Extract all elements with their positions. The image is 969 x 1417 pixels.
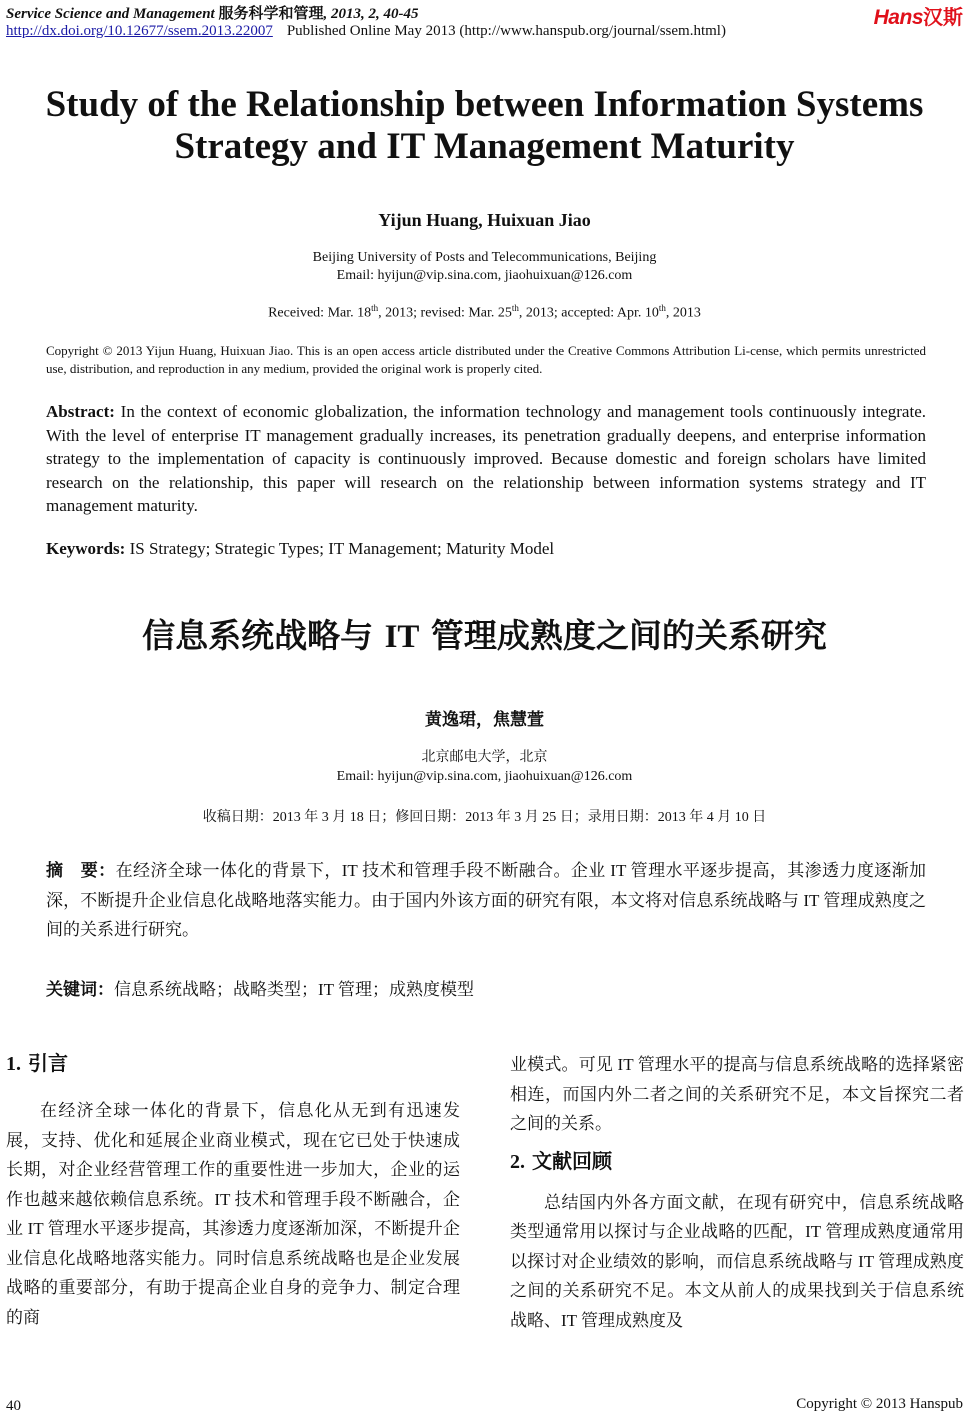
- title-en-line2: Strategy and IT Management Maturity: [174, 126, 795, 167]
- affiliation-cn: 北京邮电大学，北京: [421, 750, 548, 765]
- year: , 2013: [665, 305, 701, 321]
- affiliation-en: Beijing University of Posts and Telecommunications, Beijing: [312, 250, 657, 265]
- section-heading-2: [510, 1143, 964, 1180]
- abstract-en: [46, 400, 926, 518]
- dates-en: [0, 303, 969, 322]
- abstract-text-en: In the context of economic globalization, the information technology and management tools continuously integrate. With the level of enterprise IT management gradually increases, its penetration gradually deepens, and enterprise information strategy to the implementation of capacity is continuously improved. Because domestic and foreign scholars have limited research on the relationship, this paper will research on the relationship between information systems strategy and IT management maturity.: [46, 402, 926, 515]
- abstract-label-cn: 摘 要：: [46, 861, 116, 881]
- hans-logo: [874, 1, 963, 30]
- abstract-label-en: Abstract:: [46, 402, 115, 421]
- page-number: 40: [6, 1398, 21, 1414]
- body-column-right: [510, 1050, 964, 1335]
- email-cn: Email: hyijun@vip.sina.com, jiaohuixuan@126.com: [336, 769, 633, 784]
- journal-name-en: Service Science and Management: [6, 6, 215, 22]
- keywords-label-cn: 关键词：: [46, 980, 114, 1000]
- authors-cn: 黄逸珺，焦慧萱: [425, 710, 544, 729]
- body-column-left: [6, 1045, 460, 1332]
- superscript: th: [371, 303, 379, 313]
- journal-header: [6, 2, 419, 23]
- received-date: Received: Mar. 18: [268, 305, 372, 321]
- title-cn-part: 管理成熟度之间的关系研究: [430, 616, 827, 655]
- section-title: 文献回顾: [531, 1148, 612, 1173]
- section-number: 1.: [6, 1053, 21, 1075]
- logo-text-cn: 汉斯: [923, 7, 963, 29]
- keywords-text-en: IS Strategy; Strategic Types; IT Management; Maturity Model: [129, 539, 555, 558]
- logo-text-en: Hans: [873, 6, 923, 29]
- copyright-notice: Copyright © 2013 Yijun Huang, Huixuan Jiao. This is an open access article distributed under the Creative Commons Attribution Li-cense, which permits unrestricted use, distribution, and reproduction in any medium, provided the original work is properly cited.: [46, 343, 926, 376]
- section-heading-1: [6, 1045, 460, 1082]
- superscript: th: [511, 303, 519, 313]
- authors-en: Yijun Huang, Huixuan Jiao: [378, 210, 591, 230]
- keywords-en: [46, 539, 926, 559]
- revised-date: , 2013; revised: Mar. 25: [378, 305, 512, 321]
- doi-line: [6, 23, 726, 40]
- section-title: 引言: [27, 1051, 68, 1075]
- paper-title-cn: [0, 610, 969, 657]
- title-en-line1: Study of the Relationship between Information Systems: [45, 84, 924, 125]
- published-online: Published Online May 2013 (http://www.hanspub.org/journal/ssem.html): [286, 23, 726, 39]
- keywords-text-cn: 信息系统战略；战略类型；IT 管理；成熟度模型: [114, 980, 474, 999]
- email-en: Email: hyijun@vip.sina.com, jiaohuixuan@126.com: [336, 268, 633, 283]
- abstract-cn: [46, 856, 926, 944]
- affiliation-en-block: [0, 249, 969, 285]
- section-number: 2.: [510, 1150, 525, 1173]
- dates-cn: 收稿日期：2013 年 3 月 18 日；修回日期：2013 年 3 月 25 日；录用日期：2013 年 4 月 10 日: [202, 810, 767, 825]
- section1-paragraph: 在经济全球一体化的背景下，信息化从无到有迅速发展，支持、优化和延展企业商业模式，现在它已处于快速成长期，对企业经营管理工作的重要性进一步加大，企业的运作也越来越依赖信息系统。IT 技术和管理手段不断融合，企业 IT 管理水平逐步提高，其渗透力度逐渐加深，不断提升企业信息化战略地落实能力。同时信息系统战略也是企业发展战略的重要部分，有助于提高企业自身的竞争力、制定合理的商: [6, 1101, 460, 1327]
- affiliation-cn-block: [0, 748, 969, 786]
- journal-citation: , 2013, 2, 40-45: [323, 6, 419, 22]
- footer-copyright: Copyright © 2013 Hanspub: [796, 1396, 963, 1412]
- doi-link[interactable]: http://dx.doi.org/10.12677/ssem.2013.22007: [6, 23, 273, 39]
- paper-title-en: [0, 84, 969, 168]
- title-cn-part: 信息系统战略与: [142, 616, 374, 655]
- section2-paragraph: 总结国内外各方面文献，在现有研究中，信息系统战略类型通常用以探讨与企业战略的匹配，IT 管理成熟度通常用以探讨对企业绩效的影响，而信息系统战略与 IT 管理成熟度之间的关系研究不足。本文从前人的成果找到关于信息系统战略、IT 管理成熟度及: [510, 1192, 964, 1330]
- superscript: th: [658, 303, 666, 313]
- section1-paragraph-continued: 业模式。可见 IT 管理水平的提高与信息系统战略的选择紧密相连，而国内外二者之间的关系研究不足，本文旨探究二者之间的关系。: [510, 1055, 964, 1133]
- journal-name-cn: 服务科学和管理: [218, 6, 324, 22]
- abstract-text-cn: 在经济全球一体化的背景下，IT 技术和管理手段不断融合。企业 IT 管理水平逐步提高，其渗透力度逐渐加深，不断提升企业信息化战略地落实能力。由于国内外该方面的研究有限，本文将对信息系统战略与 IT 管理成熟度之间的关系进行研究。: [46, 861, 927, 939]
- keywords-cn: [46, 975, 926, 1000]
- keywords-label-en: Keywords:: [46, 539, 126, 558]
- accepted-date: , 2013; accepted: Apr. 10: [518, 305, 659, 321]
- title-cn-part: IT: [384, 619, 420, 655]
